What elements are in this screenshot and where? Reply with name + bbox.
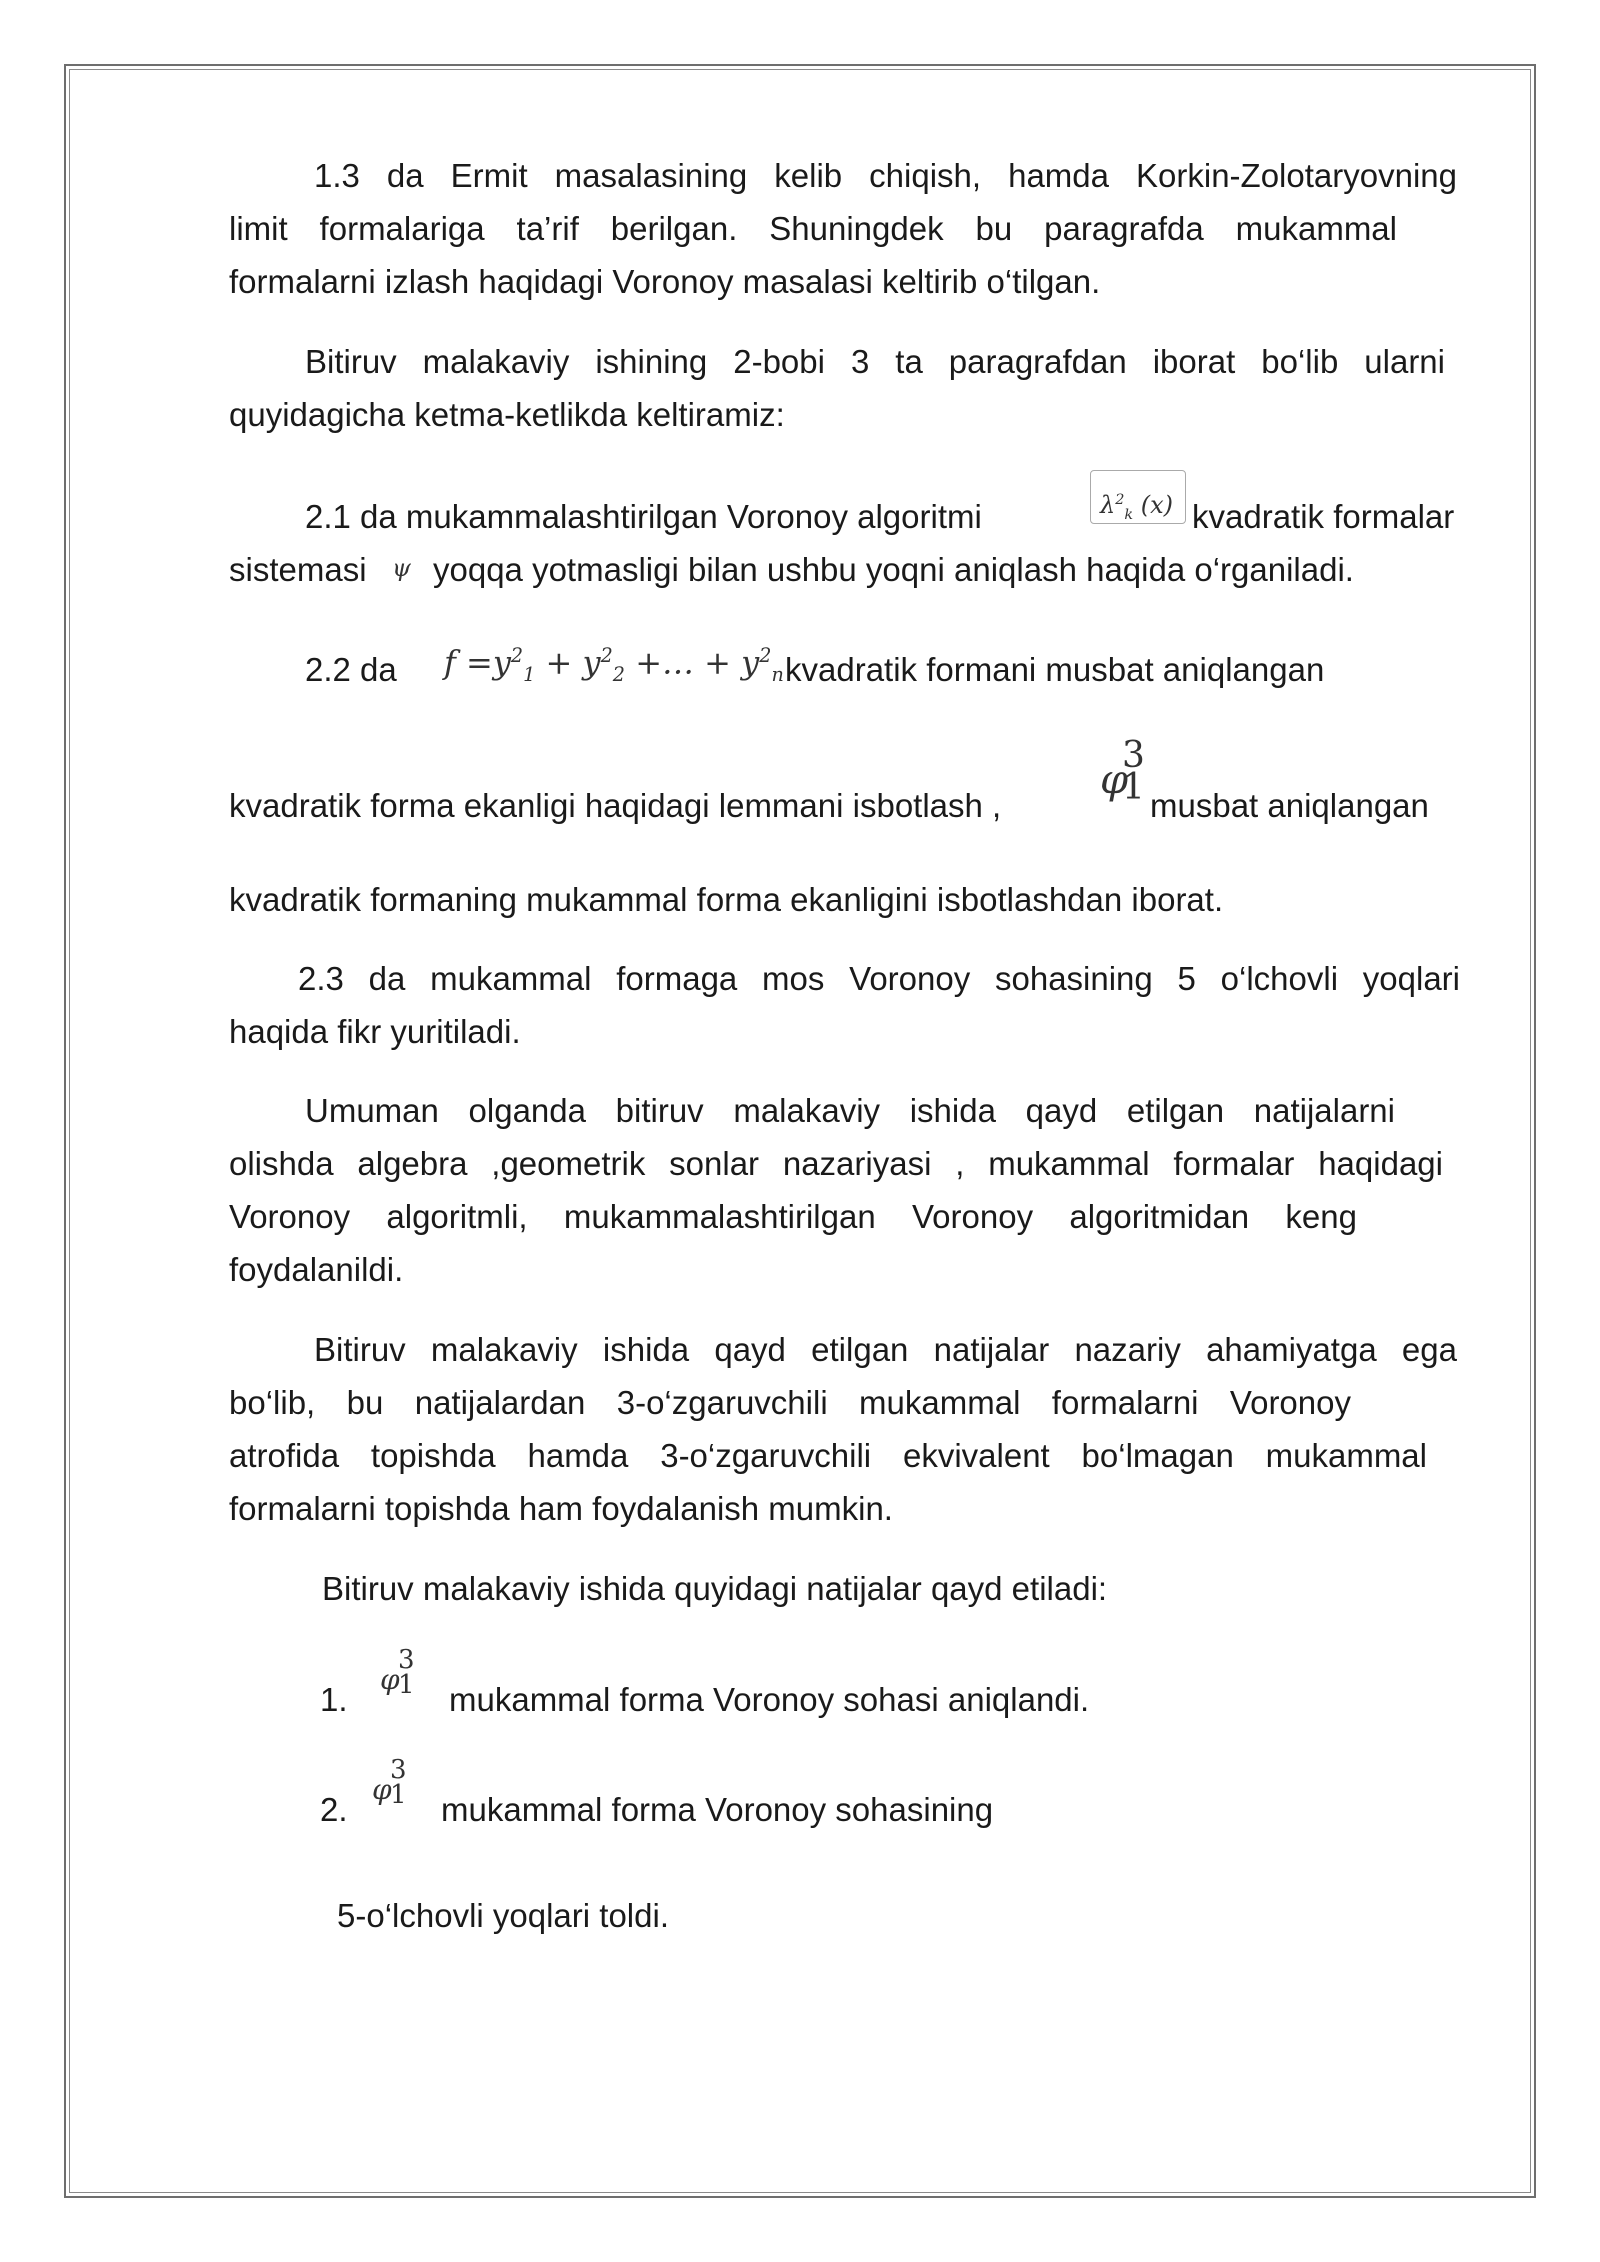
p7-line3: atrofida topishda hamda 3-o‘zgaruvchili ekvivalent bo‘lmagan mukammal <box>229 1437 1427 1474</box>
list-item-1-number: 1. <box>320 1681 348 1718</box>
p1-line2: limit formalariga ta’rif berilgan. Shuningdek bu paragrafda mukammal <box>229 210 1397 247</box>
phi-symbol-list-2: φ 3 1 <box>372 1755 407 1810</box>
p4-line2-end: musbat aniqlangan <box>1150 787 1429 824</box>
p3-line2-start: sistemasi <box>229 551 367 588</box>
p2-line1: Bitiruv malakaviy ishining 2-bobi 3 ta paragrafdan iborat bo‘lib ularni <box>305 343 1445 380</box>
p4-line1-end: kvadratik formani musbat aniqlangan <box>785 651 1325 688</box>
list-item-2-number: 2. <box>320 1791 348 1828</box>
p6-line2: olishda algebra ,geometrik sonlar nazariyasi , mukammal formalar haqidagi <box>229 1145 1443 1182</box>
p4-line3: kvadratik formaning mukammal forma ekanligini isbotlashdan iborat. <box>229 881 1224 918</box>
p2-line2: quyidagicha ketma-ketlikda keltiramiz: <box>229 396 785 433</box>
p6-line4: foydalanildi. <box>229 1251 404 1288</box>
p3-line2-end: yoqqa yotmasligi bilan ushbu yoqni aniqlash haqida o‘rganiladi. <box>433 551 1354 588</box>
p4-line2-start: kvadratik forma ekanligi haqidagi lemmani isbotlash , <box>229 787 1002 824</box>
p1-line1: 1.3 da Ermit masalasining kelib chiqish, hamda Korkin-Zolotaryovning <box>314 157 1457 194</box>
p7-line4: formalarni topishda ham foydalanish mumkin. <box>229 1490 893 1527</box>
p4-line1-start: 2.2 da <box>305 651 397 688</box>
page-border-inner <box>69 69 1531 2193</box>
p3-line1-start: 2.1 da mukammalashtirilgan Voronoy algoritmi <box>305 498 982 535</box>
p1-line3: formalarni izlash haqidagi Voronoy masalasi keltirib o‘tilgan. <box>229 263 1101 300</box>
p6-line1: Umuman olganda bitiruv malakaviy ishida qayd etilgan natijalarni <box>305 1092 1395 1129</box>
p8-line1: Bitiruv malakaviy ishida quyidagi natijalar qayd etiladi: <box>322 1570 1108 1607</box>
p5-line2: haqida fikr yuritiladi. <box>229 1013 521 1050</box>
phi-symbol-inline: φ 3 1 <box>1100 735 1145 808</box>
list-item-1-text: mukammal forma Voronoy sohasi aniqlandi. <box>449 1681 1090 1718</box>
p6-line3: Voronoy algoritmli, mukammalashtirilgan Voronoy algoritmidan keng <box>229 1198 1357 1235</box>
p3-line1-end: kvadratik formalar <box>1192 498 1455 535</box>
p5-line1: 2.3 da mukammal formaga mos Voronoy sohasining 5 o‘lchovli yoqlari <box>298 960 1460 997</box>
sum-of-squares-formula: $f =y^2_1 + y^2_2$ +… + $y^2_n$ <box>444 643 784 687</box>
p7-line1: Bitiruv malakaviy ishida qayd etilgan natijalar nazariy ahamiyatga ega <box>314 1331 1457 1368</box>
phi-symbol-list-1: φ 3 1 <box>380 1645 415 1700</box>
list-item-2-text: mukammal forma Voronoy sohasining <box>441 1791 994 1828</box>
p7-line2: bo‘lib, bu natijalardan 3-o‘zgaruvchili mukammal formalarni Voronoy <box>229 1384 1351 1421</box>
psi-symbol: ψ <box>392 554 411 582</box>
trailing-line: 5-o‘lchovli yoqlari toldi. <box>337 1897 669 1934</box>
lambda-formula: $\lambda^2_k$ (x) <box>1100 491 1174 523</box>
